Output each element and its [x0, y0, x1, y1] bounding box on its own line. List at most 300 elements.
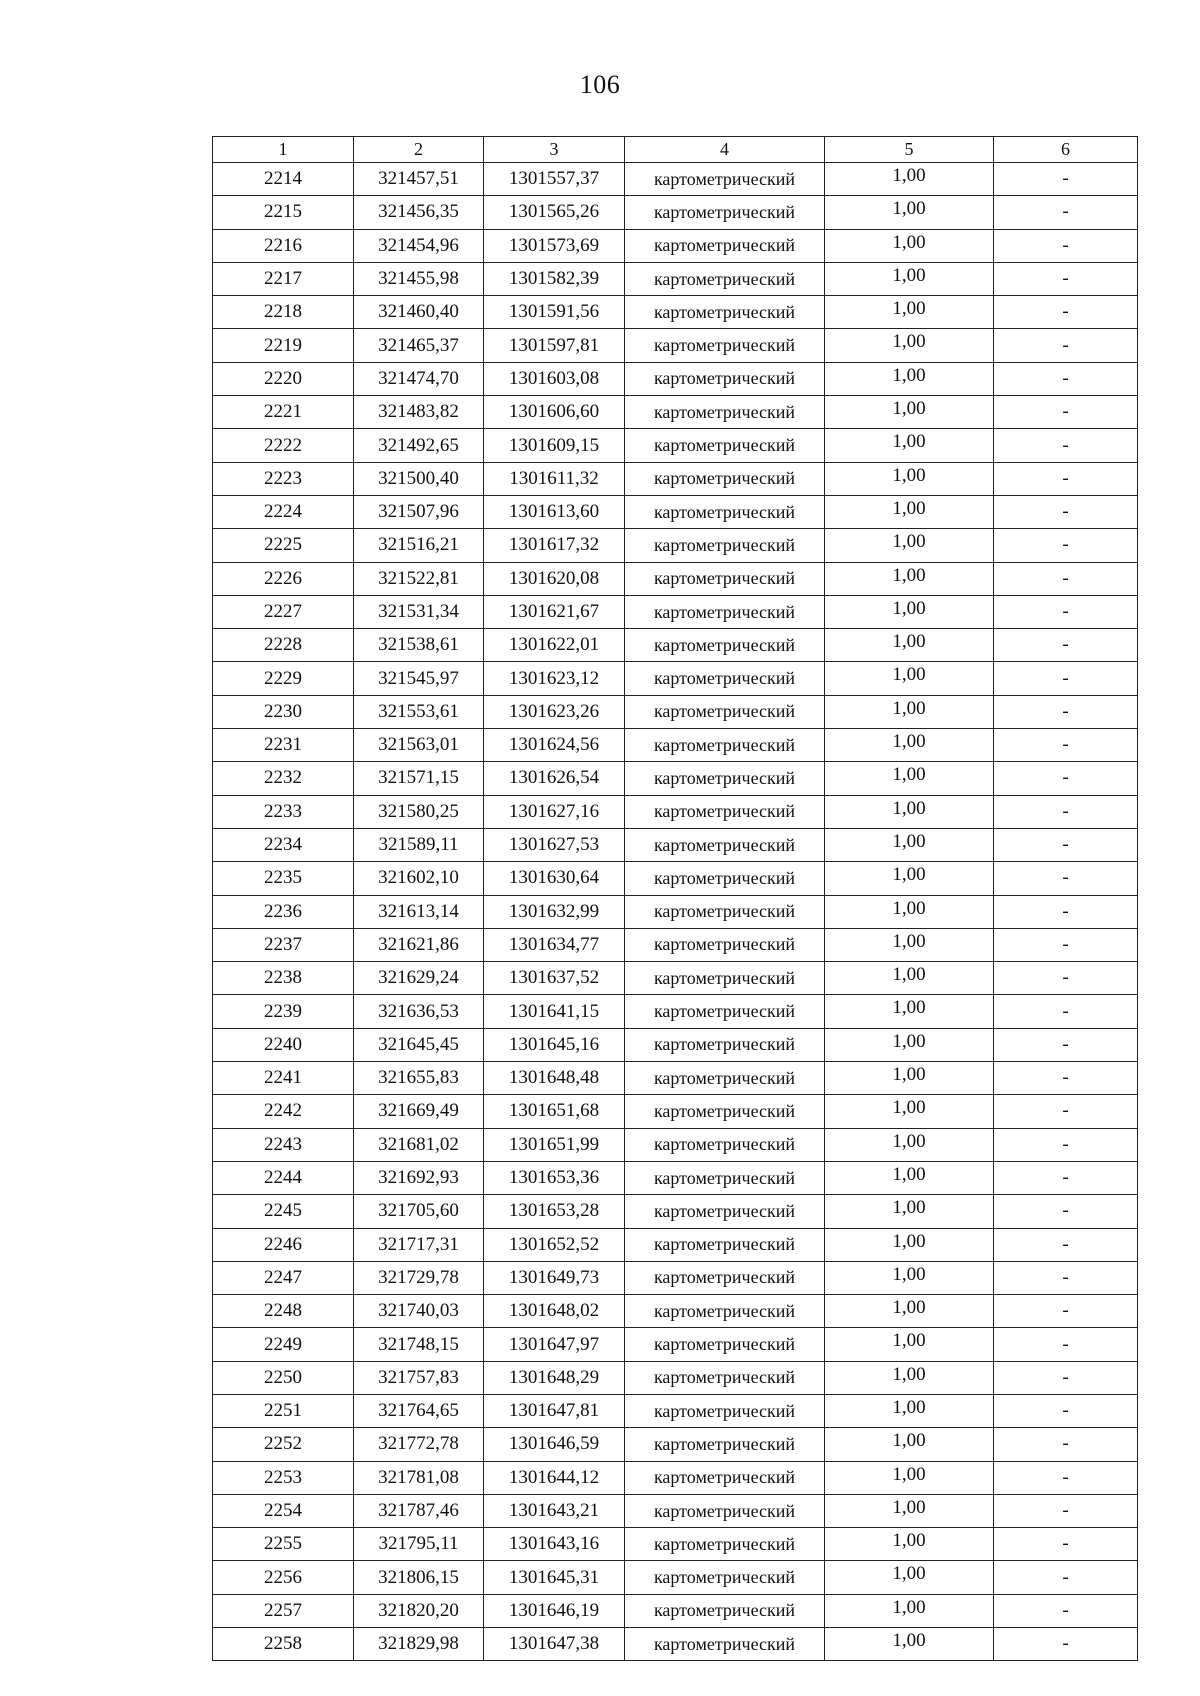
- table-row: [213, 229, 1138, 262]
- method-cell: картометрический: [625, 163, 825, 196]
- table-body: [213, 163, 1138, 1661]
- column-header-5: 5: [825, 137, 994, 163]
- y-coordinate-cell: 1301613,60: [484, 495, 625, 528]
- note-cell: -: [994, 196, 1138, 229]
- note-cell: -: [994, 362, 1138, 395]
- point-number-cell: 2240: [213, 1028, 354, 1061]
- x-coordinate-cell: 321545,97: [354, 662, 484, 695]
- x-coordinate-cell: 321580,25: [354, 795, 484, 828]
- method-cell: картометрический: [625, 1028, 825, 1061]
- column-header-4: 4: [625, 137, 825, 163]
- note-cell: -: [994, 1161, 1138, 1194]
- table-row: [213, 462, 1138, 495]
- accuracy-cell: 1,00: [825, 495, 994, 528]
- table-row: [213, 828, 1138, 861]
- method-cell: картометрический: [625, 695, 825, 728]
- accuracy-cell: 1,00: [825, 962, 994, 995]
- accuracy-cell: 1,00: [825, 1428, 994, 1461]
- point-number-cell: 2241: [213, 1062, 354, 1095]
- method-cell: картометрический: [625, 1494, 825, 1527]
- method-cell: картометрический: [625, 529, 825, 562]
- x-coordinate-cell: 321705,60: [354, 1195, 484, 1228]
- y-coordinate-cell: 1301634,77: [484, 928, 625, 961]
- y-coordinate-cell: 1301644,12: [484, 1461, 625, 1494]
- coordinates-table-container: [212, 136, 1138, 1661]
- point-number-cell: 2248: [213, 1295, 354, 1328]
- accuracy-cell: 1,00: [825, 262, 994, 295]
- accuracy-cell: 1,00: [825, 462, 994, 495]
- y-coordinate-cell: 1301624,56: [484, 729, 625, 762]
- note-cell: -: [994, 928, 1138, 961]
- accuracy-cell: 1,00: [825, 1394, 994, 1427]
- accuracy-cell: 1,00: [825, 396, 994, 429]
- point-number-cell: 2244: [213, 1161, 354, 1194]
- note-cell: -: [994, 729, 1138, 762]
- table-row: [213, 1195, 1138, 1228]
- point-number-cell: 2256: [213, 1561, 354, 1594]
- method-cell: картометрический: [625, 895, 825, 928]
- table-row: [213, 762, 1138, 795]
- y-coordinate-cell: 1301643,16: [484, 1528, 625, 1561]
- method-cell: картометрический: [625, 762, 825, 795]
- note-cell: -: [994, 1428, 1138, 1461]
- table-row: [213, 562, 1138, 595]
- note-cell: -: [994, 1195, 1138, 1228]
- note-cell: -: [994, 1062, 1138, 1095]
- note-cell: -: [994, 1028, 1138, 1061]
- note-cell: -: [994, 1095, 1138, 1128]
- point-number-cell: 2236: [213, 895, 354, 928]
- y-coordinate-cell: 1301647,81: [484, 1394, 625, 1427]
- y-coordinate-cell: 1301648,48: [484, 1062, 625, 1095]
- y-coordinate-cell: 1301609,15: [484, 429, 625, 462]
- accuracy-cell: 1,00: [825, 1295, 994, 1328]
- y-coordinate-cell: 1301648,02: [484, 1295, 625, 1328]
- y-coordinate-cell: 1301651,68: [484, 1095, 625, 1128]
- y-coordinate-cell: 1301606,60: [484, 396, 625, 429]
- point-number-cell: 2221: [213, 396, 354, 429]
- x-coordinate-cell: 321655,83: [354, 1062, 484, 1095]
- point-number-cell: 2238: [213, 962, 354, 995]
- point-number-cell: 2257: [213, 1594, 354, 1627]
- table-row: [213, 529, 1138, 562]
- y-coordinate-cell: 1301647,38: [484, 1628, 625, 1661]
- y-coordinate-cell: 1301645,31: [484, 1561, 625, 1594]
- x-coordinate-cell: 321681,02: [354, 1128, 484, 1161]
- method-cell: картометрический: [625, 1228, 825, 1261]
- point-number-cell: 2214: [213, 163, 354, 196]
- method-cell: картометрический: [625, 629, 825, 662]
- accuracy-cell: 1,00: [825, 928, 994, 961]
- method-cell: картометрический: [625, 1528, 825, 1561]
- accuracy-cell: 1,00: [825, 229, 994, 262]
- method-cell: картометрический: [625, 962, 825, 995]
- accuracy-cell: 1,00: [825, 1594, 994, 1627]
- x-coordinate-cell: 321621,86: [354, 928, 484, 961]
- table-row: [213, 595, 1138, 628]
- table-row: [213, 1461, 1138, 1494]
- method-cell: картометрический: [625, 1628, 825, 1661]
- point-number-cell: 2232: [213, 762, 354, 795]
- y-coordinate-cell: 1301557,37: [484, 163, 625, 196]
- method-cell: картометрический: [625, 1561, 825, 1594]
- y-coordinate-cell: 1301621,67: [484, 595, 625, 628]
- table-row: [213, 795, 1138, 828]
- point-number-cell: 2222: [213, 429, 354, 462]
- x-coordinate-cell: 321507,96: [354, 495, 484, 528]
- note-cell: -: [994, 462, 1138, 495]
- accuracy-cell: 1,00: [825, 196, 994, 229]
- x-coordinate-cell: 321717,31: [354, 1228, 484, 1261]
- table-row: [213, 1261, 1138, 1294]
- table-row: [213, 1161, 1138, 1194]
- y-coordinate-cell: 1301565,26: [484, 196, 625, 229]
- x-coordinate-cell: 321563,01: [354, 729, 484, 762]
- accuracy-cell: 1,00: [825, 662, 994, 695]
- table-row: [213, 362, 1138, 395]
- header-row: [213, 137, 1138, 163]
- accuracy-cell: 1,00: [825, 1028, 994, 1061]
- y-coordinate-cell: 1301632,99: [484, 895, 625, 928]
- method-cell: картометрический: [625, 1095, 825, 1128]
- point-number-cell: 2237: [213, 928, 354, 961]
- method-cell: картометрический: [625, 1428, 825, 1461]
- x-coordinate-cell: 321669,49: [354, 1095, 484, 1128]
- method-cell: картометрический: [625, 662, 825, 695]
- accuracy-cell: 1,00: [825, 629, 994, 662]
- accuracy-cell: 1,00: [825, 729, 994, 762]
- x-coordinate-cell: 321465,37: [354, 329, 484, 362]
- page-number: 106: [579, 70, 621, 99]
- x-coordinate-cell: 321781,08: [354, 1461, 484, 1494]
- table-row: [213, 1494, 1138, 1527]
- table-row: [213, 1428, 1138, 1461]
- x-coordinate-cell: 321787,46: [354, 1494, 484, 1527]
- method-cell: картометрический: [625, 928, 825, 961]
- table-row: [213, 1528, 1138, 1561]
- point-number-cell: 2217: [213, 262, 354, 295]
- note-cell: -: [994, 1461, 1138, 1494]
- x-coordinate-cell: 321460,40: [354, 296, 484, 329]
- coordinates-table: [212, 136, 1138, 1661]
- note-cell: -: [994, 1261, 1138, 1294]
- x-coordinate-cell: 321516,21: [354, 529, 484, 562]
- note-cell: -: [994, 962, 1138, 995]
- note-cell: -: [994, 895, 1138, 928]
- point-number-cell: 2255: [213, 1528, 354, 1561]
- y-coordinate-cell: 1301627,53: [484, 828, 625, 861]
- y-coordinate-cell: 1301648,29: [484, 1361, 625, 1394]
- method-cell: картометрический: [625, 828, 825, 861]
- point-number-cell: 2235: [213, 862, 354, 895]
- method-cell: картометрический: [625, 595, 825, 628]
- method-cell: картометрический: [625, 1128, 825, 1161]
- method-cell: картометрический: [625, 1261, 825, 1294]
- method-cell: картометрический: [625, 562, 825, 595]
- point-number-cell: 2225: [213, 529, 354, 562]
- x-coordinate-cell: 321692,93: [354, 1161, 484, 1194]
- accuracy-cell: 1,00: [825, 163, 994, 196]
- note-cell: -: [994, 529, 1138, 562]
- note-cell: -: [994, 1594, 1138, 1627]
- table-row: [213, 1095, 1138, 1128]
- y-coordinate-cell: 1301653,28: [484, 1195, 625, 1228]
- note-cell: -: [994, 1228, 1138, 1261]
- y-coordinate-cell: 1301591,56: [484, 296, 625, 329]
- table-row: [213, 1594, 1138, 1627]
- x-coordinate-cell: 321538,61: [354, 629, 484, 662]
- column-header-6: 6: [994, 137, 1138, 163]
- method-cell: картометрический: [625, 462, 825, 495]
- note-cell: -: [994, 762, 1138, 795]
- accuracy-cell: 1,00: [825, 795, 994, 828]
- point-number-cell: 2249: [213, 1328, 354, 1361]
- y-coordinate-cell: 1301646,19: [484, 1594, 625, 1627]
- note-cell: -: [994, 1494, 1138, 1527]
- point-number-cell: 2243: [213, 1128, 354, 1161]
- note-cell: -: [994, 1295, 1138, 1328]
- note-cell: -: [994, 1628, 1138, 1661]
- accuracy-cell: 1,00: [825, 1228, 994, 1261]
- accuracy-cell: 1,00: [825, 1095, 994, 1128]
- table-row: [213, 928, 1138, 961]
- accuracy-cell: 1,00: [825, 828, 994, 861]
- note-cell: -: [994, 1128, 1138, 1161]
- note-cell: -: [994, 862, 1138, 895]
- y-coordinate-cell: 1301582,39: [484, 262, 625, 295]
- y-coordinate-cell: 1301626,54: [484, 762, 625, 795]
- y-coordinate-cell: 1301637,52: [484, 962, 625, 995]
- method-cell: картометрический: [625, 196, 825, 229]
- x-coordinate-cell: 321636,53: [354, 995, 484, 1028]
- table-row: [213, 1628, 1138, 1661]
- accuracy-cell: 1,00: [825, 296, 994, 329]
- y-coordinate-cell: 1301627,16: [484, 795, 625, 828]
- point-number-cell: 2229: [213, 662, 354, 695]
- method-cell: картометрический: [625, 262, 825, 295]
- x-coordinate-cell: 321645,45: [354, 1028, 484, 1061]
- table-row: [213, 1561, 1138, 1594]
- accuracy-cell: 1,00: [825, 362, 994, 395]
- table-row: [213, 995, 1138, 1028]
- table-row: [213, 1328, 1138, 1361]
- method-cell: картометрический: [625, 495, 825, 528]
- accuracy-cell: 1,00: [825, 895, 994, 928]
- point-number-cell: 2228: [213, 629, 354, 662]
- x-coordinate-cell: 321602,10: [354, 862, 484, 895]
- column-header-1: 1: [213, 137, 354, 163]
- x-coordinate-cell: 321500,40: [354, 462, 484, 495]
- point-number-cell: 2253: [213, 1461, 354, 1494]
- point-number-cell: 2245: [213, 1195, 354, 1228]
- note-cell: -: [994, 495, 1138, 528]
- x-coordinate-cell: 321589,11: [354, 828, 484, 861]
- y-coordinate-cell: 1301652,52: [484, 1228, 625, 1261]
- point-number-cell: 2242: [213, 1095, 354, 1128]
- x-coordinate-cell: 321613,14: [354, 895, 484, 928]
- x-coordinate-cell: 321455,98: [354, 262, 484, 295]
- table-row: [213, 895, 1138, 928]
- note-cell: -: [994, 429, 1138, 462]
- note-cell: -: [994, 396, 1138, 429]
- x-coordinate-cell: 321492,65: [354, 429, 484, 462]
- table-row: [213, 163, 1138, 196]
- accuracy-cell: 1,00: [825, 1128, 994, 1161]
- method-cell: картометрический: [625, 1161, 825, 1194]
- y-coordinate-cell: 1301573,69: [484, 229, 625, 262]
- note-cell: -: [994, 163, 1138, 196]
- point-number-cell: 2215: [213, 196, 354, 229]
- accuracy-cell: 1,00: [825, 1561, 994, 1594]
- point-number-cell: 2227: [213, 595, 354, 628]
- y-coordinate-cell: 1301630,64: [484, 862, 625, 895]
- table-row: [213, 262, 1138, 295]
- accuracy-cell: 1,00: [825, 562, 994, 595]
- point-number-cell: 2230: [213, 695, 354, 728]
- table-row: [213, 495, 1138, 528]
- note-cell: -: [994, 795, 1138, 828]
- accuracy-cell: 1,00: [825, 1461, 994, 1494]
- y-coordinate-cell: 1301603,08: [484, 362, 625, 395]
- x-coordinate-cell: 321729,78: [354, 1261, 484, 1294]
- x-coordinate-cell: 321764,65: [354, 1394, 484, 1427]
- method-cell: картометрический: [625, 396, 825, 429]
- note-cell: -: [994, 1361, 1138, 1394]
- table-row: [213, 1062, 1138, 1095]
- x-coordinate-cell: 321772,78: [354, 1428, 484, 1461]
- note-cell: -: [994, 1394, 1138, 1427]
- note-cell: -: [994, 995, 1138, 1028]
- y-coordinate-cell: 1301653,36: [484, 1161, 625, 1194]
- table-row: [213, 429, 1138, 462]
- point-number-cell: 2233: [213, 795, 354, 828]
- point-number-cell: 2224: [213, 495, 354, 528]
- method-cell: картометрический: [625, 1594, 825, 1627]
- x-coordinate-cell: 321829,98: [354, 1628, 484, 1661]
- accuracy-cell: 1,00: [825, 762, 994, 795]
- x-coordinate-cell: 321531,34: [354, 595, 484, 628]
- y-coordinate-cell: 1301622,01: [484, 629, 625, 662]
- accuracy-cell: 1,00: [825, 1528, 994, 1561]
- accuracy-cell: 1,00: [825, 1161, 994, 1194]
- point-number-cell: 2250: [213, 1361, 354, 1394]
- note-cell: -: [994, 1561, 1138, 1594]
- table-header: [213, 137, 1138, 163]
- method-cell: картометрический: [625, 1328, 825, 1361]
- accuracy-cell: 1,00: [825, 1261, 994, 1294]
- table-row: [213, 1128, 1138, 1161]
- x-coordinate-cell: 321483,82: [354, 396, 484, 429]
- y-coordinate-cell: 1301649,73: [484, 1261, 625, 1294]
- y-coordinate-cell: 1301646,59: [484, 1428, 625, 1461]
- method-cell: картометрический: [625, 1461, 825, 1494]
- x-coordinate-cell: 321571,15: [354, 762, 484, 795]
- point-number-cell: 2239: [213, 995, 354, 1028]
- accuracy-cell: 1,00: [825, 595, 994, 628]
- table-row: [213, 329, 1138, 362]
- table-row: [213, 1228, 1138, 1261]
- y-coordinate-cell: 1301641,15: [484, 995, 625, 1028]
- table-row: [213, 862, 1138, 895]
- x-coordinate-cell: 321522,81: [354, 562, 484, 595]
- note-cell: -: [994, 629, 1138, 662]
- accuracy-cell: 1,00: [825, 1361, 994, 1394]
- point-number-cell: 2247: [213, 1261, 354, 1294]
- y-coordinate-cell: 1301645,16: [484, 1028, 625, 1061]
- accuracy-cell: 1,00: [825, 1062, 994, 1095]
- note-cell: -: [994, 562, 1138, 595]
- note-cell: -: [994, 329, 1138, 362]
- accuracy-cell: 1,00: [825, 1494, 994, 1527]
- method-cell: картометрический: [625, 1195, 825, 1228]
- method-cell: картометрический: [625, 862, 825, 895]
- note-cell: -: [994, 695, 1138, 728]
- accuracy-cell: 1,00: [825, 1628, 994, 1661]
- method-cell: картометрический: [625, 329, 825, 362]
- table-row: [213, 962, 1138, 995]
- y-coordinate-cell: 1301617,32: [484, 529, 625, 562]
- point-number-cell: 2258: [213, 1628, 354, 1661]
- x-coordinate-cell: 321474,70: [354, 362, 484, 395]
- x-coordinate-cell: 321553,61: [354, 695, 484, 728]
- y-coordinate-cell: 1301597,81: [484, 329, 625, 362]
- x-coordinate-cell: 321457,51: [354, 163, 484, 196]
- table-row: [213, 695, 1138, 728]
- point-number-cell: 2254: [213, 1494, 354, 1527]
- note-cell: -: [994, 662, 1138, 695]
- point-number-cell: 2218: [213, 296, 354, 329]
- x-coordinate-cell: 321757,83: [354, 1361, 484, 1394]
- method-cell: картометрический: [625, 1062, 825, 1095]
- point-number-cell: 2223: [213, 462, 354, 495]
- accuracy-cell: 1,00: [825, 529, 994, 562]
- x-coordinate-cell: 321629,24: [354, 962, 484, 995]
- accuracy-cell: 1,00: [825, 695, 994, 728]
- table-row: [213, 662, 1138, 695]
- method-cell: картометрический: [625, 429, 825, 462]
- method-cell: картометрический: [625, 795, 825, 828]
- table-row: [213, 629, 1138, 662]
- accuracy-cell: 1,00: [825, 329, 994, 362]
- point-number-cell: 2220: [213, 362, 354, 395]
- table-row: [213, 1394, 1138, 1427]
- y-coordinate-cell: 1301647,97: [484, 1328, 625, 1361]
- y-coordinate-cell: 1301623,12: [484, 662, 625, 695]
- point-number-cell: 2226: [213, 562, 354, 595]
- method-cell: картометрический: [625, 296, 825, 329]
- method-cell: картометрический: [625, 995, 825, 1028]
- y-coordinate-cell: 1301651,99: [484, 1128, 625, 1161]
- accuracy-cell: 1,00: [825, 429, 994, 462]
- note-cell: -: [994, 828, 1138, 861]
- point-number-cell: 2219: [213, 329, 354, 362]
- method-cell: картометрический: [625, 362, 825, 395]
- x-coordinate-cell: 321740,03: [354, 1295, 484, 1328]
- note-cell: -: [994, 262, 1138, 295]
- x-coordinate-cell: 321820,20: [354, 1594, 484, 1627]
- method-cell: картометрический: [625, 229, 825, 262]
- accuracy-cell: 1,00: [825, 862, 994, 895]
- table-row: [213, 729, 1138, 762]
- method-cell: картометрический: [625, 729, 825, 762]
- method-cell: картометрический: [625, 1361, 825, 1394]
- point-number-cell: 2246: [213, 1228, 354, 1261]
- table-row: [213, 1028, 1138, 1061]
- point-number-cell: 2251: [213, 1394, 354, 1427]
- y-coordinate-cell: 1301623,26: [484, 695, 625, 728]
- table-row: [213, 196, 1138, 229]
- x-coordinate-cell: 321454,96: [354, 229, 484, 262]
